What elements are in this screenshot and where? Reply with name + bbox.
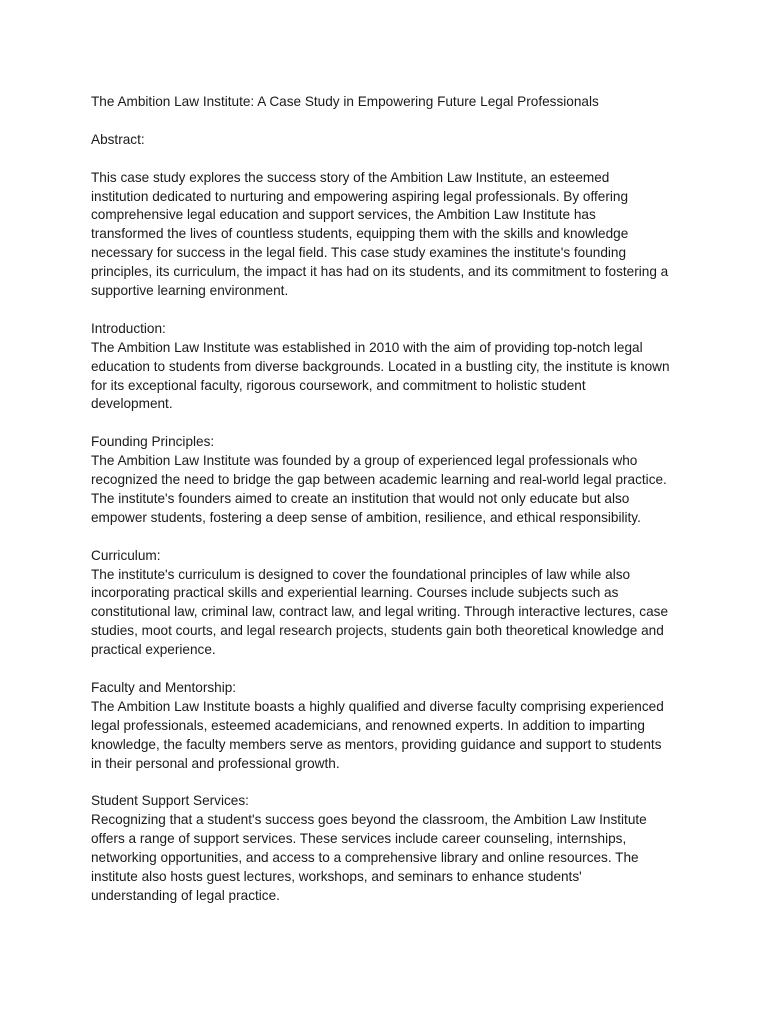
paragraph-line: studies, moot courts, and legal research projects, students gain both theoretical knowledge and [91, 623, 664, 639]
paragraph-line: incorporating practical skills and experiential learning. Courses include subjects such as [91, 585, 619, 601]
section-paragraph [91, 339, 691, 415]
paragraph-line: transformed the lives of countless students, equipping them with the skills and knowledge [91, 226, 629, 242]
paragraph-line: The Ambition Law Institute was founded by a group of experienced legal professionals who [91, 453, 638, 469]
paragraph-line: constitutional law, criminal law, contract law, and legal writing. Through interactive lectures, case [91, 604, 669, 620]
paragraph-line: The institute's founders aimed to create an institution that would not only educate but also [91, 490, 630, 506]
section-paragraph [91, 811, 691, 906]
paragraph-line: development. [91, 396, 173, 412]
paragraph-line: empower students, fostering a deep sense of ambition, resilience, and ethical responsibility. [91, 509, 641, 525]
section-paragraph [91, 452, 691, 528]
paragraph-line: comprehensive legal education and support services, the Ambition Law Institute has [91, 207, 596, 223]
abstract-label: Abstract: [91, 131, 145, 147]
paragraph-line: recognized the need to bridge the gap between academic learning and real-world legal practice. [91, 472, 667, 488]
document-page [91, 93, 691, 925]
section-introduction [91, 320, 691, 415]
section-curriculum [91, 547, 691, 660]
paragraph-line: This case study explores the success story of the Ambition Law Institute, an esteemed [91, 169, 610, 185]
paragraph-line: The Ambition Law Institute was established in 2010 with the aim of providing top-notch legal [91, 339, 643, 355]
paragraph-line: in their personal and professional growth. [91, 755, 340, 771]
paragraph-line: education to students from diverse backgrounds. Located in a bustling city, the institute is known [91, 358, 670, 374]
abstract-paragraph [91, 169, 691, 301]
paragraph-line: principles, its curriculum, the impact it has had on its students, and its commitment to fostering a [91, 264, 669, 280]
section-heading: Faculty and Mentorship: [91, 680, 237, 695]
section-heading: Founding Principles: [91, 434, 215, 450]
section-student-support [91, 792, 691, 905]
paragraph-line: institution dedicated to nurturing and empowering aspiring legal professionals. By offering [91, 188, 629, 204]
paragraph-line: The institute's curriculum is designed to cover the foundational principles of law while also [91, 566, 631, 582]
section-founding-principles [91, 433, 691, 528]
paragraph-line: institute also hosts guest lectures, workshops, and seminars to enhance students' [91, 869, 582, 885]
paragraph-line: The Ambition Law Institute boasts a highly qualified and diverse faculty comprising experienced [91, 698, 664, 714]
paragraph-line: understanding of legal practice. [91, 887, 280, 903]
paragraph-line: necessary for success in the legal field. This case study examines the institute's founding [91, 245, 627, 261]
section-faculty-mentorship [91, 679, 691, 774]
paragraph-line: offers a range of support services. These services include career counseling, internships, [91, 831, 627, 847]
document-title: The Ambition Law Institute: A Case Study in Empowering Future Legal Professionals [91, 94, 599, 109]
paragraph-line: networking opportunities, and access to a comprehensive library and online resources. The [91, 850, 639, 866]
section-heading: Curriculum: [91, 547, 161, 563]
paragraph-line: supportive learning environment. [91, 283, 289, 299]
paragraph-line: legal professionals, esteemed academicians, and renowned experts. In addition to imparting [91, 717, 645, 733]
paragraph-line: Recognizing that a student's success goes beyond the classroom, the Ambition Law Institute [91, 812, 647, 828]
section-heading: Introduction: [91, 320, 166, 336]
paragraph-line: practical experience. [91, 642, 216, 658]
section-heading: Student Support Services: [91, 793, 249, 809]
paragraph-line: for its exceptional faculty, rigorous coursework, and commitment to holistic student [91, 377, 586, 393]
section-paragraph [91, 698, 691, 774]
paragraph-line: knowledge, the faculty members serve as mentors, providing guidance and support to students [91, 736, 662, 752]
section-paragraph [91, 566, 691, 661]
